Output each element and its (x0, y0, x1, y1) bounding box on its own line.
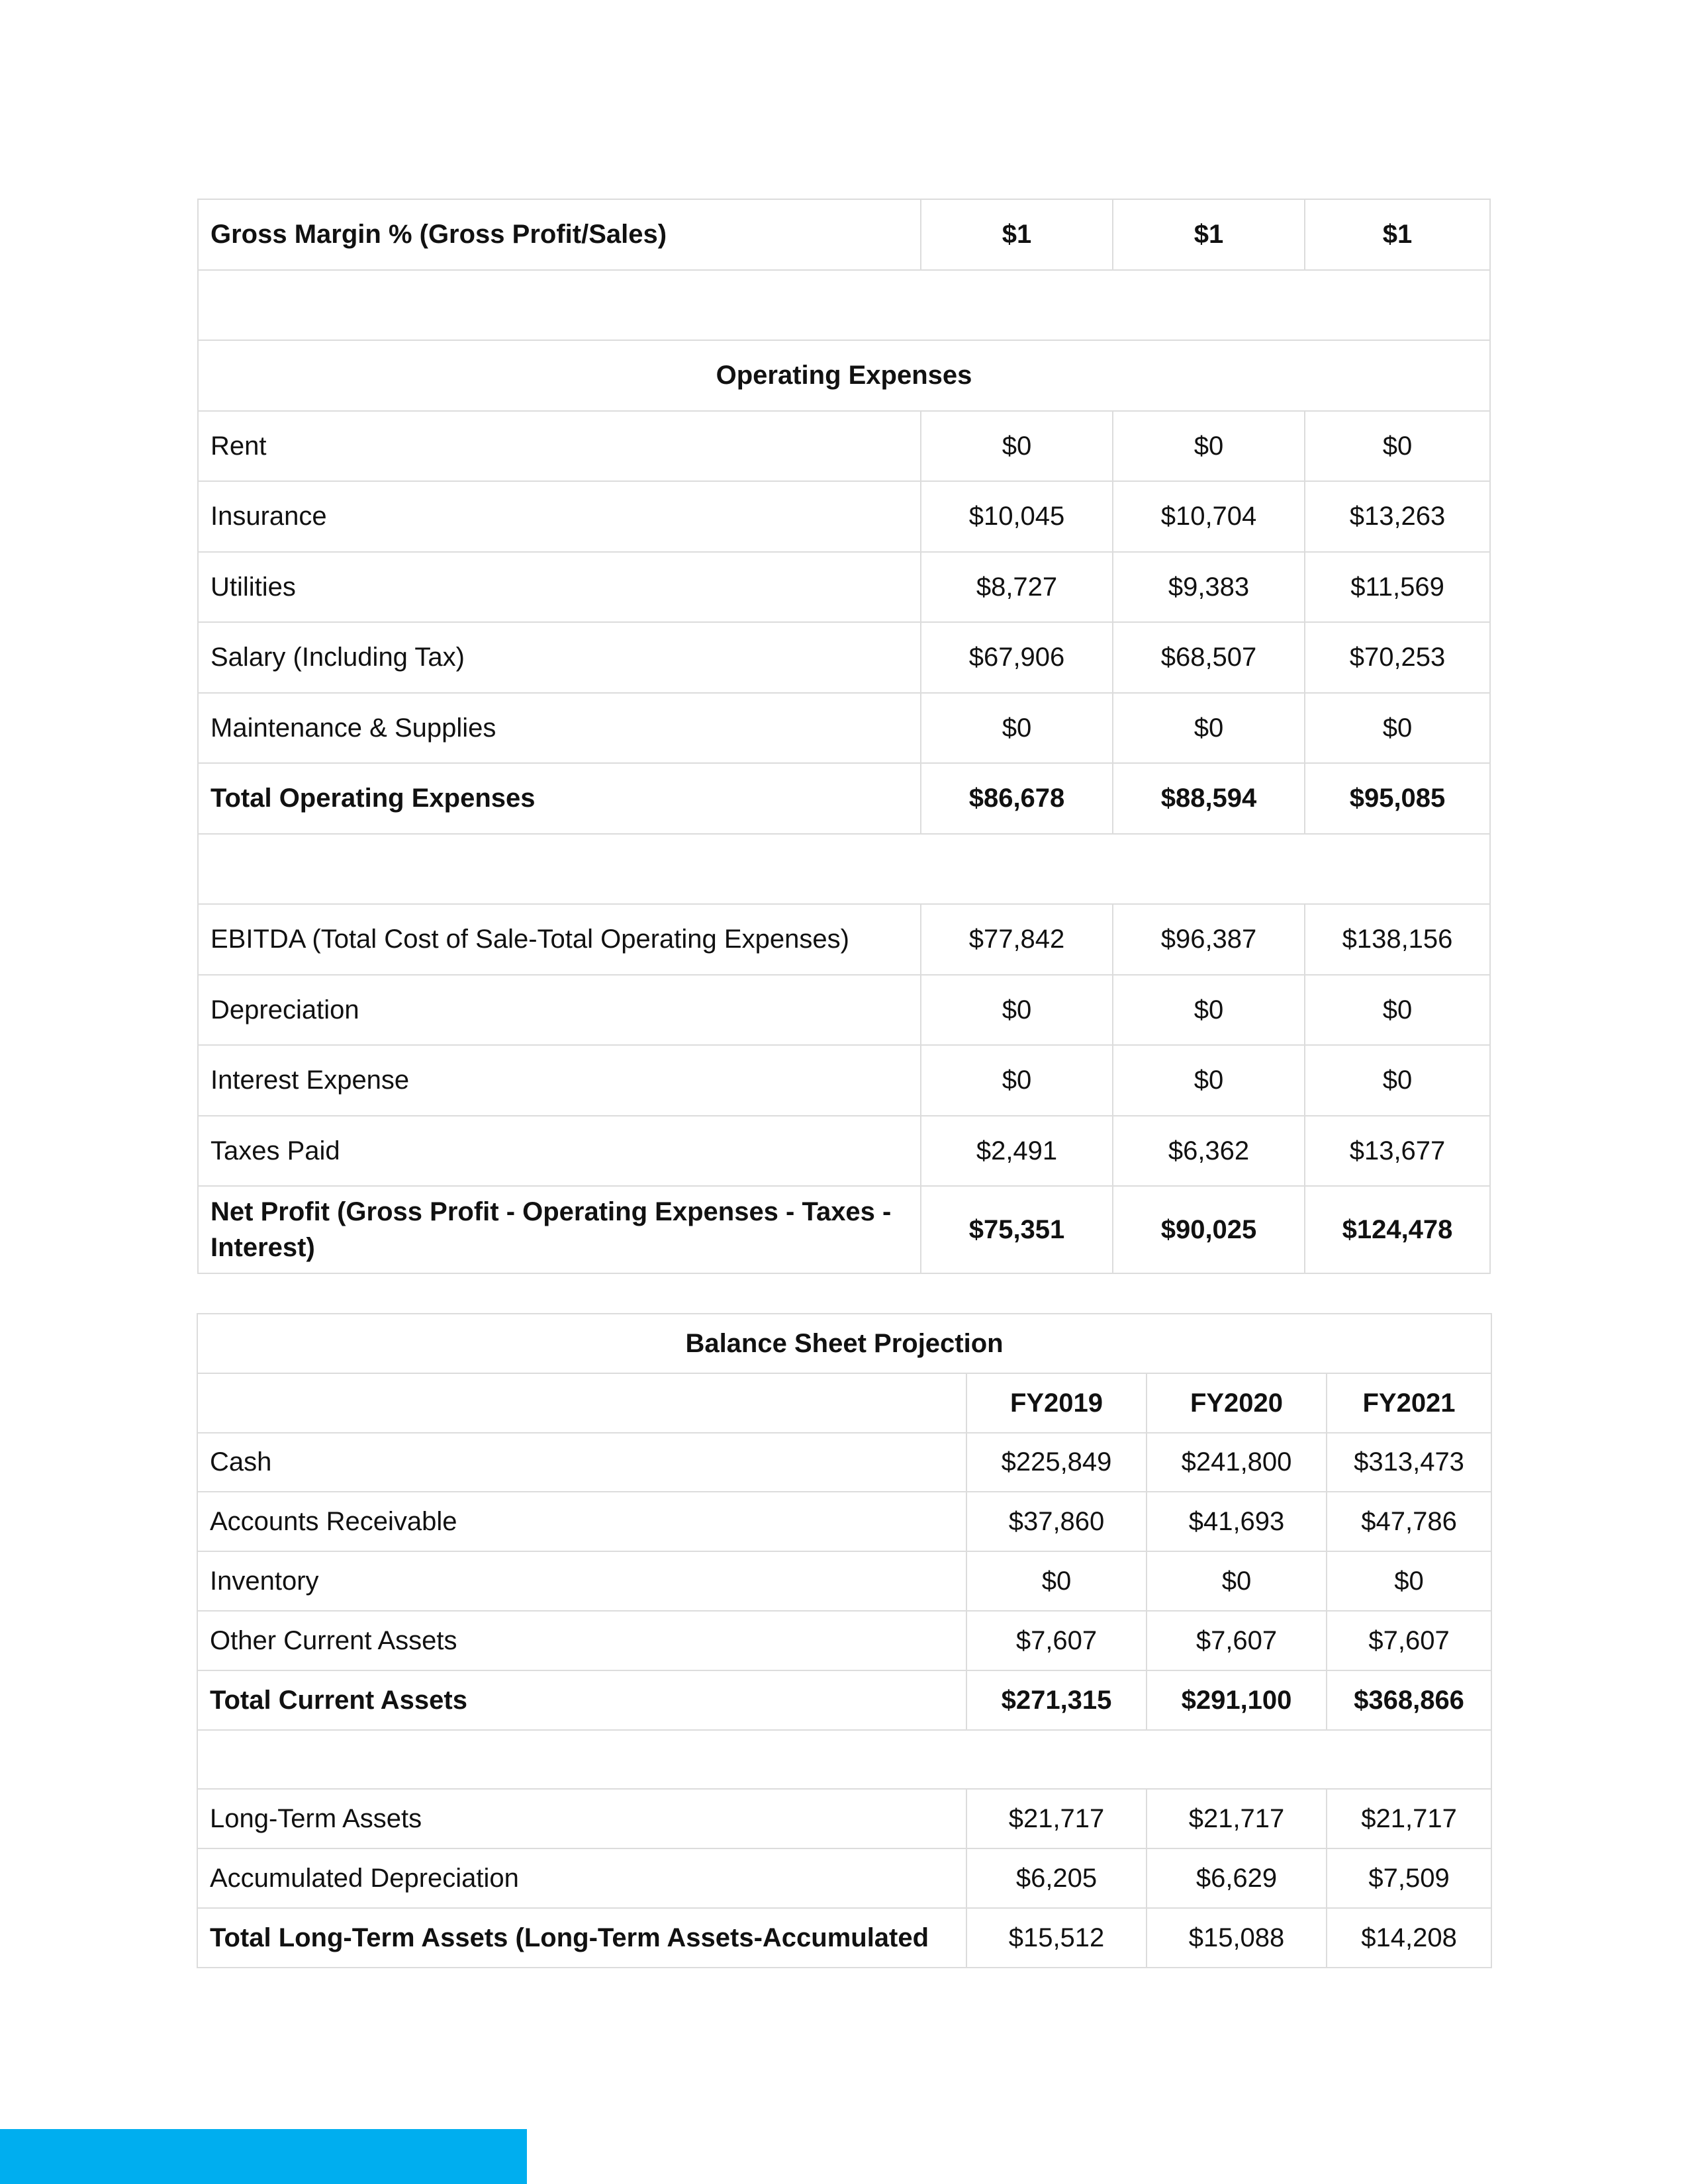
table-row (198, 481, 1490, 552)
value-cell: $2,491 (921, 1116, 1113, 1187)
value-cell: $1 (1305, 199, 1490, 270)
value-cell: $6,205 (966, 1848, 1147, 1908)
table-row (197, 1433, 1491, 1492)
total-long-term-assets-row (197, 1908, 1491, 1968)
value-cell: $313,473 (1327, 1433, 1491, 1492)
value-cell: $13,263 (1305, 481, 1490, 552)
value-cell: $1 (1113, 199, 1305, 270)
value-cell: $15,512 (966, 1908, 1147, 1968)
value-cell: $77,842 (921, 904, 1113, 975)
year-header-row (197, 1373, 1491, 1433)
gross-margin-row (198, 199, 1490, 270)
operating-expenses-heading: Operating Expenses (198, 340, 1490, 411)
table-row (198, 552, 1490, 623)
total-current-assets-row (197, 1670, 1491, 1730)
table-row (197, 1848, 1491, 1908)
value-cell: $0 (921, 1045, 1113, 1116)
value-cell: $368,866 (1327, 1670, 1491, 1730)
row-label: Accounts Receivable (197, 1492, 966, 1551)
table-row (197, 1611, 1491, 1670)
value-cell: $7,607 (1147, 1611, 1327, 1670)
value-cell: $138,156 (1305, 904, 1490, 975)
row-label: Total Operating Expenses (198, 763, 921, 834)
row-label: Long-Term Assets (197, 1789, 966, 1848)
row-label: Interest Expense (198, 1045, 921, 1116)
row-label: Depreciation (198, 975, 921, 1046)
row-label: Cash (197, 1433, 966, 1492)
value-cell: $0 (1305, 693, 1490, 764)
row-label: Net Profit (Gross Profit - Operating Expenses - Taxes - Interest) (198, 1186, 921, 1273)
value-cell: $0 (921, 411, 1113, 482)
value-cell: $7,509 (1327, 1848, 1491, 1908)
footer-accent-bar (0, 2129, 527, 2184)
value-cell: $15,088 (1147, 1908, 1327, 1968)
year-header: FY2020 (1147, 1373, 1327, 1433)
value-cell: $0 (1327, 1551, 1491, 1611)
value-cell: $95,085 (1305, 763, 1490, 834)
value-cell: $225,849 (966, 1433, 1147, 1492)
value-cell: $291,100 (1147, 1670, 1327, 1730)
spacer-row (198, 270, 1490, 341)
value-cell: $10,045 (921, 481, 1113, 552)
value-cell: $21,717 (966, 1789, 1147, 1848)
value-cell: $8,727 (921, 552, 1113, 623)
value-cell: $67,906 (921, 622, 1113, 693)
value-cell: $70,253 (1305, 622, 1490, 693)
row-label: Total Long-Term Assets (Long-Term Assets-Accumulated (197, 1908, 966, 1968)
balance-sheet-title: Balance Sheet Projection (197, 1314, 1491, 1373)
value-cell: $75,351 (921, 1186, 1113, 1273)
value-cell: $86,678 (921, 763, 1113, 834)
value-cell: $21,717 (1147, 1789, 1327, 1848)
row-label: Inventory (197, 1551, 966, 1611)
table-row (198, 904, 1490, 975)
value-cell: $88,594 (1113, 763, 1305, 834)
row-label: EBITDA (Total Cost of Sale-Total Operating Expenses) (198, 904, 921, 975)
year-header: FY2019 (966, 1373, 1147, 1433)
value-cell: $0 (921, 975, 1113, 1046)
net-profit-row (198, 1186, 1490, 1273)
row-label: Accumulated Depreciation (197, 1848, 966, 1908)
value-cell: $7,607 (966, 1611, 1147, 1670)
table-row (198, 975, 1490, 1046)
table-row (198, 1045, 1490, 1116)
value-cell: $0 (1305, 975, 1490, 1046)
value-cell: $47,786 (1327, 1492, 1491, 1551)
value-cell: $14,208 (1327, 1908, 1491, 1968)
value-cell: $0 (1113, 693, 1305, 764)
value-cell: $21,717 (1327, 1789, 1491, 1848)
value-cell: $41,693 (1147, 1492, 1327, 1551)
row-label: Gross Margin % (Gross Profit/Sales) (198, 199, 921, 270)
value-cell: $13,677 (1305, 1116, 1490, 1187)
value-cell: $6,362 (1113, 1116, 1305, 1187)
section-heading-row (198, 340, 1490, 411)
row-label: Utilities (198, 552, 921, 623)
value-cell: $124,478 (1305, 1186, 1490, 1273)
table-row (197, 1492, 1491, 1551)
total-operating-expenses-row (198, 763, 1490, 834)
table-row (198, 411, 1490, 482)
row-label: Maintenance & Supplies (198, 693, 921, 764)
row-label: Rent (198, 411, 921, 482)
value-cell: $6,629 (1147, 1848, 1327, 1908)
value-cell: $0 (1147, 1551, 1327, 1611)
table-row (198, 622, 1490, 693)
balance-sheet-table (197, 1313, 1492, 1968)
spacer-row (198, 834, 1490, 905)
value-cell: $11,569 (1305, 552, 1490, 623)
row-label: Total Current Assets (197, 1670, 966, 1730)
value-cell: $68,507 (1113, 622, 1305, 693)
value-cell: $241,800 (1147, 1433, 1327, 1492)
row-label: Salary (Including Tax) (198, 622, 921, 693)
value-cell: $90,025 (1113, 1186, 1305, 1273)
value-cell: $96,387 (1113, 904, 1305, 975)
row-label: Insurance (198, 481, 921, 552)
income-statement-table (197, 199, 1491, 1274)
empty-header-cell (197, 1373, 966, 1433)
row-label: Taxes Paid (198, 1116, 921, 1187)
table-row (197, 1551, 1491, 1611)
table-row (198, 1116, 1490, 1187)
row-label: Other Current Assets (197, 1611, 966, 1670)
value-cell: $7,607 (1327, 1611, 1491, 1670)
value-cell: $0 (1113, 975, 1305, 1046)
table-title-row (197, 1314, 1491, 1373)
table-row (198, 693, 1490, 764)
year-header: FY2021 (1327, 1373, 1491, 1433)
value-cell: $0 (1113, 1045, 1305, 1116)
value-cell: $0 (966, 1551, 1147, 1611)
value-cell: $0 (1113, 411, 1305, 482)
value-cell: $10,704 (1113, 481, 1305, 552)
value-cell: $0 (1305, 411, 1490, 482)
value-cell: $0 (1305, 1045, 1490, 1116)
value-cell: $9,383 (1113, 552, 1305, 623)
value-cell: $271,315 (966, 1670, 1147, 1730)
table-row (197, 1789, 1491, 1848)
value-cell: $0 (921, 693, 1113, 764)
value-cell: $1 (921, 199, 1113, 270)
value-cell: $37,860 (966, 1492, 1147, 1551)
spacer-row (197, 1730, 1491, 1790)
